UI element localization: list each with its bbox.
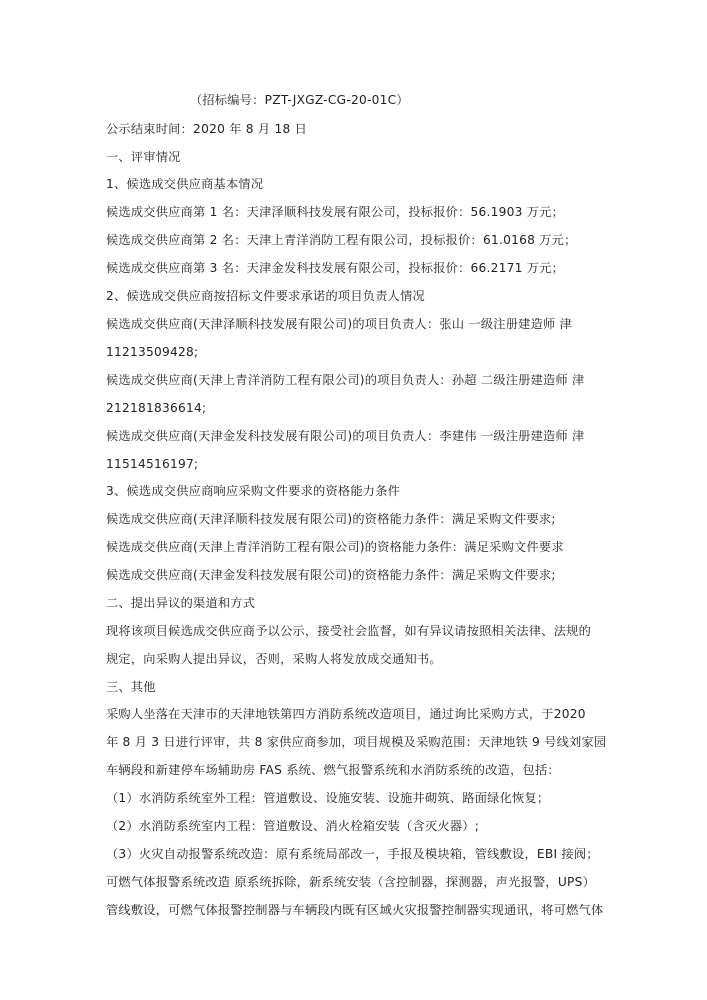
- subheading-qualification: 3、候选成交供应商响应采购文件要求的资格能力条件: [106, 484, 401, 498]
- candidate-line-2: 候选成交供应商第 2 名：天津上青洋消防工程有限公司，投标报价：61.0168 万元；: [106, 233, 577, 247]
- subheading-candidate-info: 1、候选成交供应商基本情况: [106, 177, 264, 191]
- section-heading-other: 三、其他: [106, 680, 156, 694]
- other-line-5: （2）水消防系统室内工程：管道敷设、消火栓箱安装（含灭火器）;: [106, 819, 480, 833]
- section-heading-review: 一、评审情况: [106, 150, 181, 164]
- leader-line-1: 候选成交供应商(天津泽顺科技发展有限公司)的项目负责人：张山 一级注册建造师 津: [106, 317, 573, 331]
- notice-end-time: 公示结束时间：2020 年 8 月 18 日: [106, 122, 308, 136]
- subheading-project-leader: 2、候选成交供应商按招标文件要求承诺的项目负责人情况: [106, 289, 425, 303]
- qualification-line-1: 候选成交供应商(天津泽顺科技发展有限公司)的资格能力条件：满足采购文件要求;: [106, 512, 556, 526]
- other-line-3: 车辆段和新建停车场辅助房 FAS 系统、燃气报警系统和水消防系统的改造，包括：: [106, 763, 560, 777]
- qualification-line-3: 候选成交供应商(天津金发科技发展有限公司)的资格能力条件：满足采购文件要求;: [106, 568, 556, 582]
- leader-line-1-cert: 11213509428;: [106, 345, 199, 359]
- candidate-line-3: 候选成交供应商第 3 名：天津金发科技发展有限公司，投标报价：66.2171 万元；: [106, 261, 565, 275]
- other-line-4: （1）水消防系统室外工程：管道敷设、设施安装、设施井砌筑、路面绿化恢复；: [106, 791, 550, 805]
- objection-line-1: 现将该项目候选成交供应商予以公示，接受社会监督，如有异议请按照相关法律、法规的: [106, 624, 592, 638]
- objection-line-2: 规定，向采购人提出异议，否则，采购人将发放成交通知书。: [106, 652, 442, 666]
- leader-line-3: 候选成交供应商(天津金发科技发展有限公司)的项目负责人：李建伟 一级注册建造师 津: [106, 429, 585, 443]
- leader-line-2-cert: 212181836614;: [106, 401, 207, 415]
- candidate-line-1: 候选成交供应商第 1 名：天津泽顺科技发展有限公司，投标报价：56.1903 万元；: [106, 205, 565, 219]
- section-heading-objection: 二、提出异议的渠道和方式: [106, 596, 256, 610]
- leader-line-3-cert: 11514516197;: [106, 457, 199, 471]
- other-line-6: （3）火灾自动报警系统改造：原有系统局部改一，手报及模块箱，管线敷设，EBI 接阀；: [106, 847, 599, 861]
- bid-number: （招标编号：PZT-JXGZ-CG-20-01C）: [190, 93, 409, 107]
- other-line-2: 年 8 月 3 日进行评审，共 8 家供应商参加，项目规模及采购范围：天津地铁 9 号线刘家园: [106, 735, 607, 749]
- other-line-8: 管线敷设，可燃气体报警控制器与车辆段内既有区域火灾报警控制器实现通讯，将可燃气体: [106, 903, 604, 917]
- other-line-7: 可燃气体报警系统改造 原系统拆除，新系统安装（含控制器，探测器，声光报警，UPS）: [106, 875, 596, 889]
- other-line-1: 采购人坐落在天津市的天津地铁第四方消防系统改造项目，通过询比采购方式，于2020: [106, 707, 586, 721]
- qualification-line-2: 候选成交供应商(天津上青洋消防工程有限公司)的资格能力条件：满足采购文件要求: [106, 540, 564, 554]
- leader-line-2: 候选成交供应商(天津上青洋消防工程有限公司)的项目负责人：孙超 二级注册建造师 津: [106, 373, 585, 387]
